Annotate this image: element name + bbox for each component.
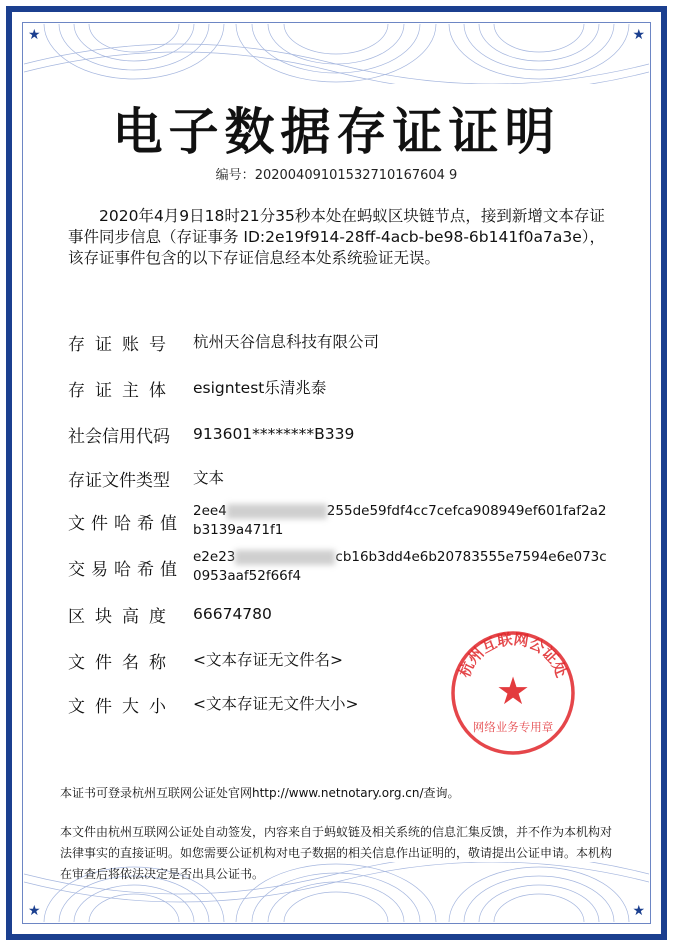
- field-label: 交易哈希值: [68, 559, 183, 580]
- field-file-hash-row: [68, 502, 608, 540]
- field-subject-row: [68, 376, 608, 401]
- field-value: 913601********B339: [193, 425, 355, 443]
- field-label: 存证文件类型: [68, 471, 170, 491]
- field-label: 文件大小: [68, 697, 176, 717]
- field-value: esigntest乐清兆泰: [193, 379, 327, 397]
- field-value: <文本存证无文件名>: [193, 651, 343, 669]
- redacted-blur: [235, 550, 335, 565]
- field-value: [193, 502, 608, 540]
- serial-label: 编号：: [215, 168, 255, 183]
- footer-disclaimer: 本文件由杭州互联网公证处自动签发，内容来自于蚂蚁链及相关系统的信息汇集反馈，并不作为本机构对法律事实的直接证明。如您需要公证机构对电子数据的相关信息作出证明的，敬请提出公证申请。本机构在审查后将依法决定是否出具公证书。: [60, 825, 613, 881]
- field-block-height-row: [68, 602, 608, 627]
- corner-star-icon: ★: [632, 903, 645, 919]
- field-label: 区块高度: [68, 607, 176, 627]
- redacted-blur: [227, 504, 327, 519]
- field-value: 文本: [193, 469, 225, 487]
- field-credit-code-row: [68, 422, 608, 447]
- serial-number: 20200409101532710167604 9: [254, 168, 458, 183]
- hash-suffix: 255de59fdf4cc7cefca908949ef601faf2a2b3139a471f1: [193, 503, 607, 538]
- svg-text:杭州互联网公证处: 杭州互联网公证处: [455, 630, 571, 680]
- field-label: 社会信用代码: [68, 427, 170, 447]
- field-tx-hash-row: [68, 548, 608, 586]
- corner-star-icon: ★: [632, 27, 645, 43]
- svg-text:网络业务专用章: 网络业务专用章: [472, 720, 554, 734]
- hash-prefix: 2ee4: [193, 503, 227, 519]
- field-label: 存证主体: [68, 381, 176, 401]
- field-label: 文件哈希值: [68, 513, 183, 534]
- corner-star-icon: ★: [28, 903, 41, 919]
- field-value: 杭州天谷信息科技有限公司: [193, 333, 380, 351]
- guilloche-pattern-top: [24, 24, 649, 84]
- hash-suffix: cb16b3dd4e6b20783555e7594e6e073c0953aaf52f66f4: [193, 549, 607, 584]
- corner-star-icon: ★: [28, 27, 41, 43]
- field-value: <文本存证无文件大小>: [193, 695, 359, 713]
- certificate-title: 电子数据存证证明: [112, 102, 561, 161]
- field-account-row: [68, 330, 608, 355]
- field-file-type-row: [68, 466, 608, 491]
- field-value: 66674780: [193, 605, 272, 623]
- seal-star-icon: ★: [495, 669, 531, 713]
- serial-number-line: [0, 164, 673, 183]
- field-label: 文件名称: [68, 653, 176, 673]
- field-value: [193, 548, 608, 586]
- footer-query-line: 本证书可登录杭州互联网公证处官网http://www.netnotary.org.cn/查询。: [60, 786, 460, 800]
- intro-paragraph: 2020年4月9日18时21分35秒本处在蚂蚁区块链节点，接到新增文本存证事件同步信息（存证事务 ID:2e19f914-28ff-4acb-be98-6b141f0a7a3e），该存证事件包含的以下存证信息经本处系统验证无误。: [68, 207, 606, 267]
- official-seal-stamp: [448, 628, 578, 758]
- hash-prefix: e2e23: [193, 549, 236, 565]
- field-label: 存证账号: [68, 335, 176, 355]
